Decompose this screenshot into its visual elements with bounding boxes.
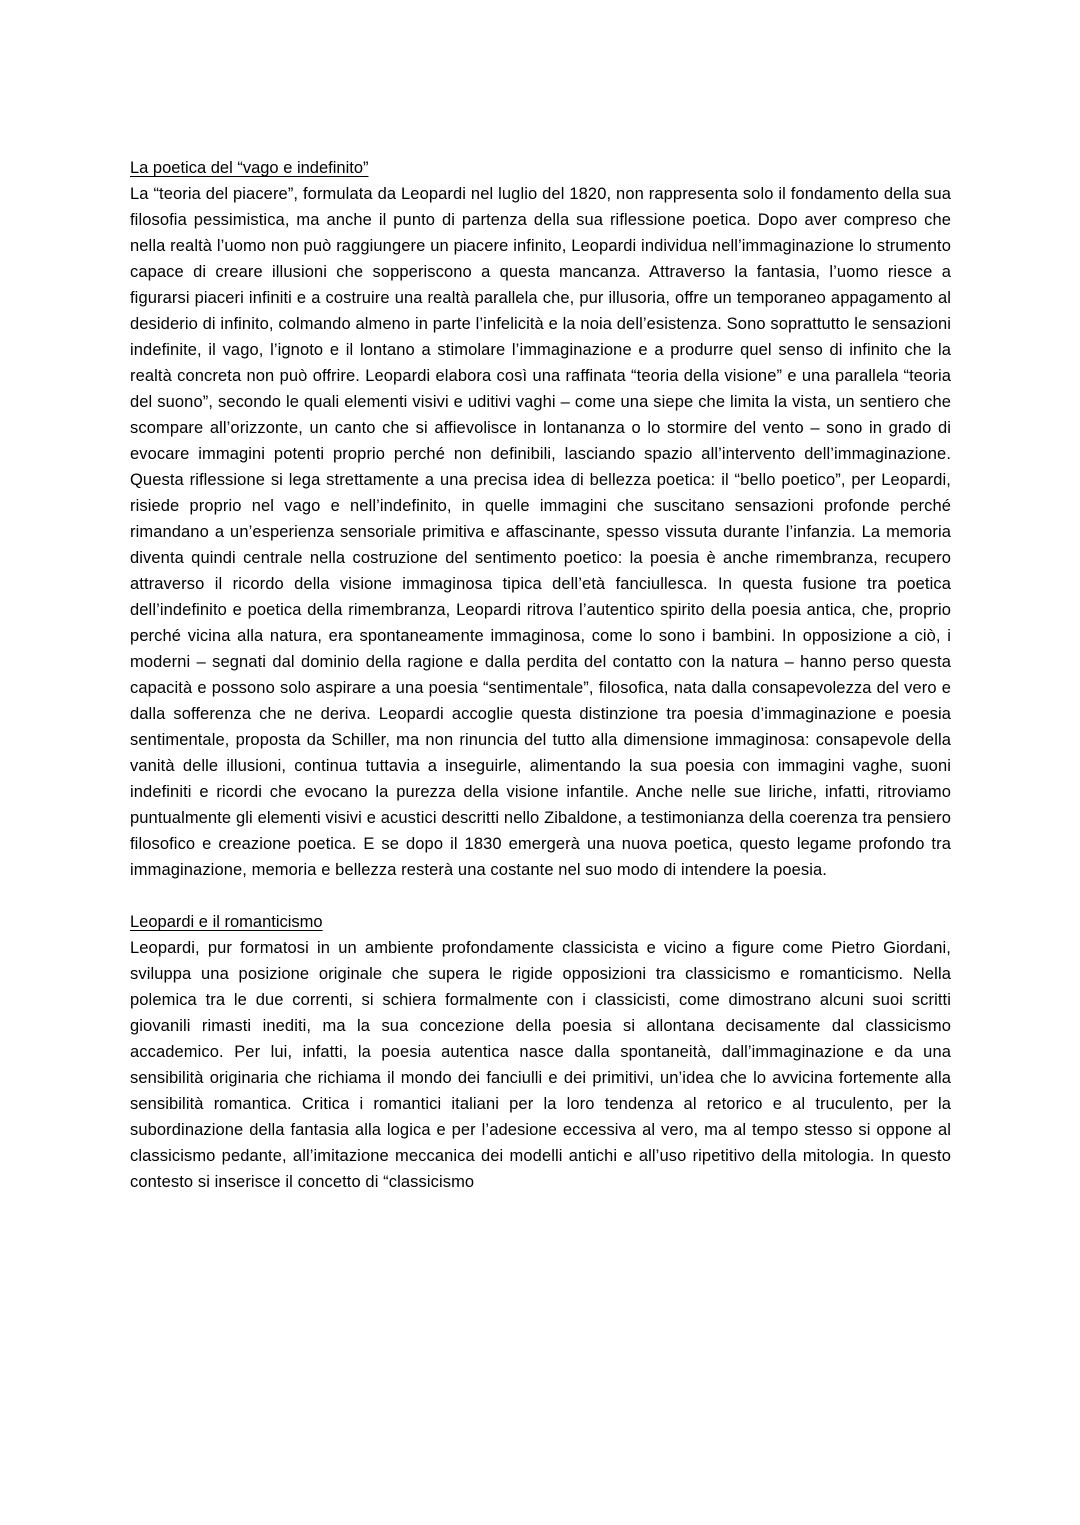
paragraph-vago-e-indefinito: La “teoria del piacere”, formulata da Leopardi nel luglio del 1820, non rappresenta solo il fondamento della sua filosofia pessimistica, ma anche il punto di partenza della sua riflessione poetica. Dopo aver compreso che nella realtà l’uomo non può raggiungere un piacere infinito, Leopardi individua nell’immaginazione lo strumento capace di creare illusioni che sopperiscono a questa mancanza. Attraverso la fantasia, l’uomo riesce a figurarsi piaceri infiniti e a costruire una realtà parallela che, pur illusoria, offre un temporaneo appagamento al desiderio di infinito, colmando almeno in parte l’infelicità e la noia dell’esistenza. Sono soprattutto le sensazioni indefinite, il vago, l’ignoto e il lontano a stimolare l’immaginazione e a produrre quel senso di infinito che la realtà concreta non può offrire. Leopardi elabora così una raffinata “teoria della visione” e una parallela “teoria del suono”, secondo le quali elementi visivi e uditivi vaghi – come una siepe che limita la vista, un sentiero che scompare all’orizzonte, un canto che si affievolisce in lontananza o lo stormire del vento – sono in grado di evocare immagini potenti proprio perché non definibili, lasciando spazio all’intervento dell’immaginazione. Questa riflessione si lega strettamente a una precisa idea di bellezza poetica: il “bello poetico”, per Leopardi, risiede proprio nel vago e nell’indefinito, in quelle immagini che suscitano sensazioni profonde perché rimandano a un’esperienza sensoriale primitiva e affascinante, spesso vissuta durante l’infanzia. La memoria diventa quindi centrale nella costruzione del sentimento poetico: la poesia è anche rimembranza, recupero attraverso il ricordo della visione immaginosa tipica dell’età fanciullesca. In questa fusione tra poetica dell’indefinito e poetica della rimembranza, Leopardi ritrova l’autentico spirito della poesia antica, che, proprio perché vicina alla natura, era spontaneamente immaginosa, come lo sono i bambini. In opposizione a ciò, i moderni – segnati dal dominio della ragione e dalla perdita del contatto con la natura – hanno perso questa capacità e possono solo aspirare a una poesia “sentimentale”, filosofica, nata dalla consapevolezza del vero e dalla sofferenza che ne deriva. Leopardi accoglie questa distinzione tra poesia d’immaginazione e poesia sentimentale, proposta da Schiller, ma non rinuncia del tutto alla dimensione immaginosa: consapevole della vanità delle illusioni, continua tuttavia a inseguirle, alimentando la sua poesia con immagini vaghe, suoni indefiniti e ricordi che evocano la purezza della visione infantile. Anche nelle sue liriche, infatti, ritroviamo puntualmente gli elementi visivi e acustici descritti nello Zibaldone, a testimonianza della coerenza tra pensiero filosofico e creazione poetica. E se dopo il 1830 emergerà una nuova poetica, questo legame profondo tra immaginazione, memoria e bellezza resterà una costante nel suo modo di intendere la poesia. [130, 185, 951, 879]
section-heading-vago-e-indefinito: La poetica del “vago e indefinito” [130, 159, 369, 177]
section-leopardi-romanticismo [130, 909, 951, 1195]
section-vago-e-indefinito [130, 155, 951, 883]
text-content [130, 155, 951, 1195]
paragraph-leopardi-romanticismo: Leopardi, pur formatosi in un ambiente profondamente classicista e vicino a figure come Pietro Giordani, sviluppa una posizione originale che supera le rigide opposizioni tra classicismo e romanticismo. Nella polemica tra le due correnti, si schiera formalmente con i classicisti, come dimostrano alcuni suoi scritti giovanili rimasti inediti, ma la sua concezione della poesia si allontana decisamente dal classicismo accademico. Per lui, infatti, la poesia autentica nasce dalla spontaneità, dall’immaginazione e da una sensibilità originaria che richiama il mondo dei fanciulli e dei primitivi, un’idea che lo avvicina fortemente alla sensibilità romantica. Critica i romantici italiani per la loro tendenza al retorico e al truculento, per la subordinazione della fantasia alla logica e per l’adesione eccessiva al vero, ma al tempo stesso si oppone al classicismo pedante, all’imitazione meccanica dei modelli antichi e all’uso ripetitivo della mitologia. In questo contesto si inserisce il concetto di “classicismo [130, 939, 951, 1191]
section-heading-leopardi-romanticismo: Leopardi e il romanticismo [130, 913, 323, 931]
